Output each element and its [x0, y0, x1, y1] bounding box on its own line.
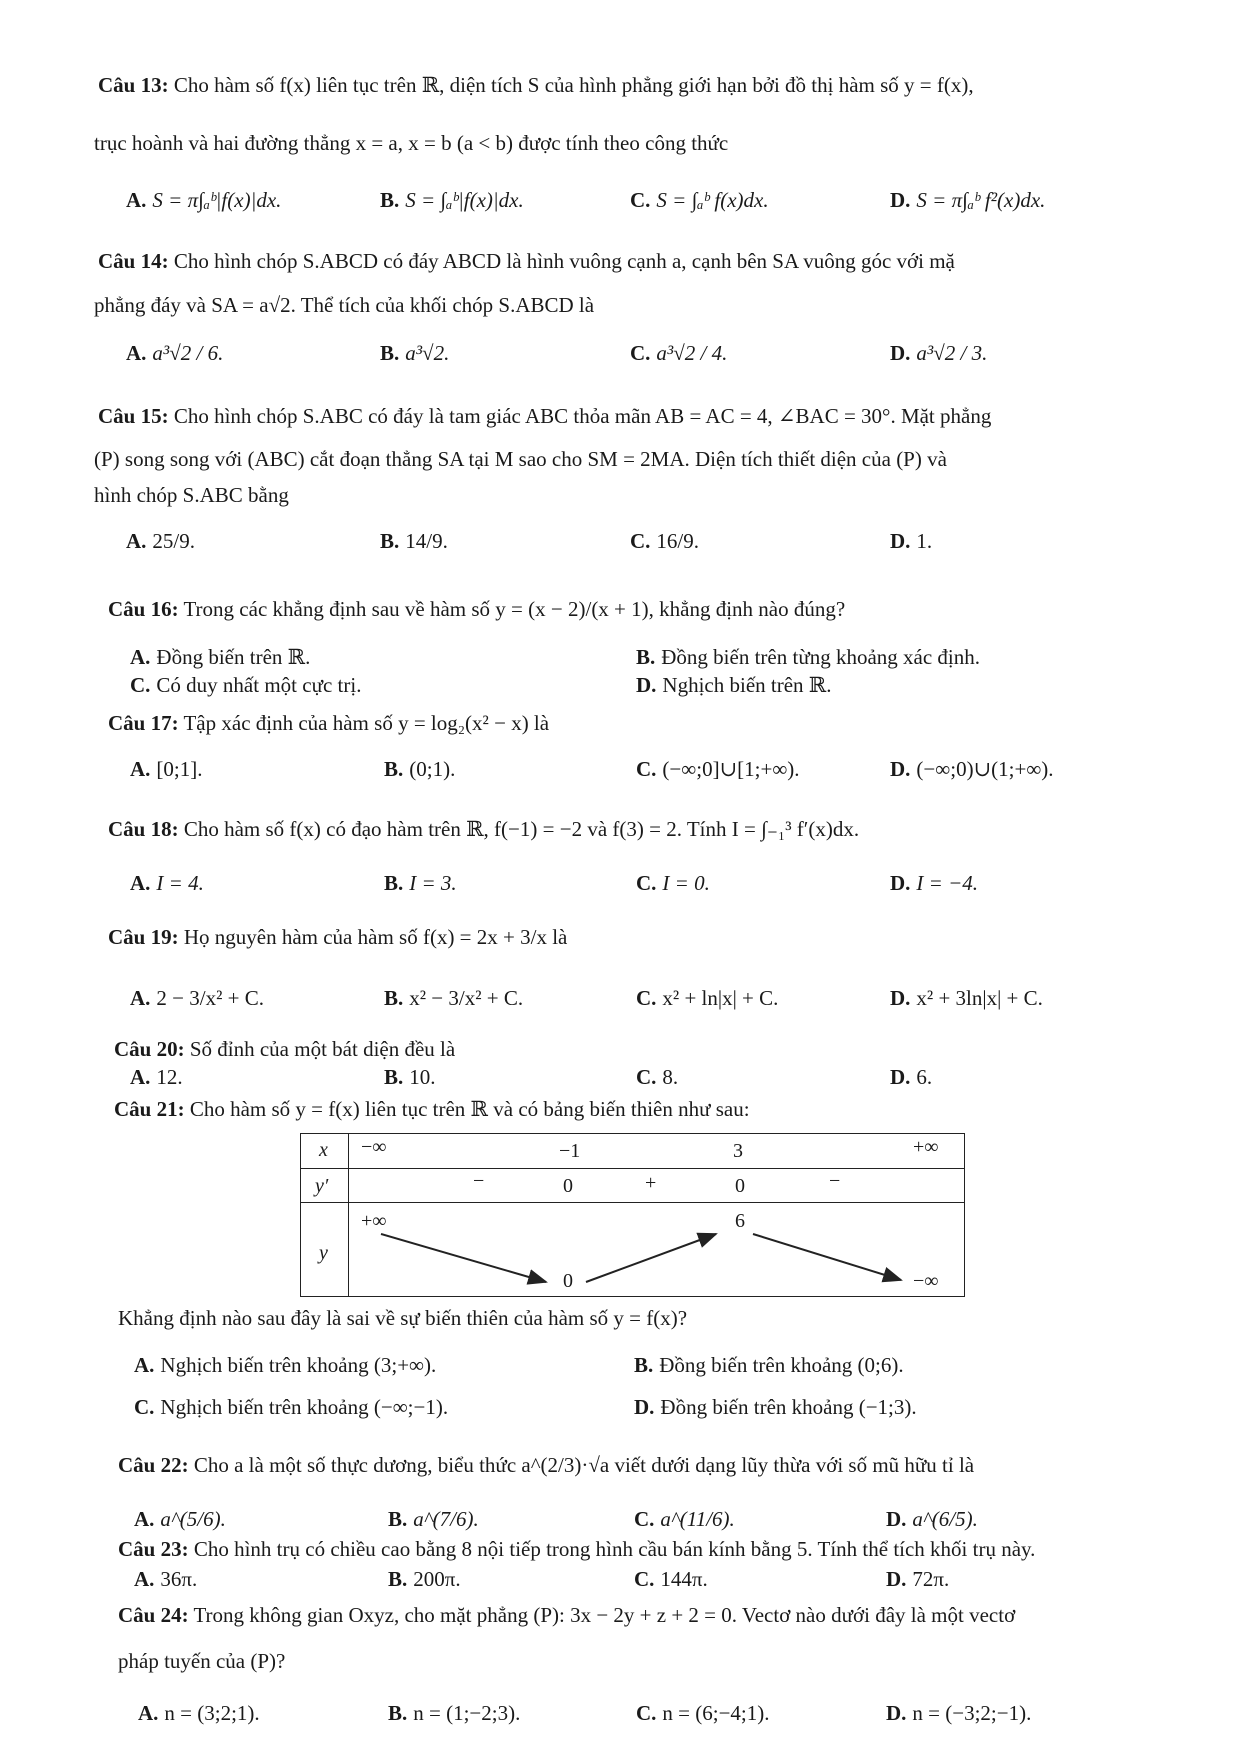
option-text: I = 3.	[409, 871, 457, 895]
table-y-val: 6	[735, 1210, 745, 1232]
table-arrows	[301, 1134, 964, 1296]
q19-option-a[interactable]	[130, 985, 264, 1011]
q21-line1	[114, 1096, 750, 1122]
table-y-val: −∞	[913, 1270, 939, 1292]
option-letter: A.	[126, 188, 147, 212]
option-letter: B.	[388, 1567, 408, 1591]
q22-line1	[118, 1452, 974, 1478]
option-text: 72π.	[912, 1567, 950, 1591]
option-letter: D.	[890, 1065, 911, 1089]
option-letter: C.	[636, 986, 657, 1010]
option-letter: A.	[130, 986, 151, 1010]
option-text: n = (3;2;1).	[164, 1701, 260, 1725]
option-letter: B.	[384, 986, 404, 1010]
q18-option-a[interactable]	[130, 870, 204, 896]
option-text: I = 0.	[662, 871, 710, 895]
q13-option-d[interactable]	[890, 187, 1045, 213]
q22-option-d[interactable]	[886, 1506, 978, 1532]
q16-option-a[interactable]	[130, 644, 310, 670]
q23-option-d[interactable]	[886, 1566, 949, 1592]
option-letter: A.	[134, 1507, 155, 1531]
q22-label: Câu 22:	[118, 1453, 189, 1477]
option-letter: C.	[636, 757, 657, 781]
q17-option-d[interactable]	[890, 756, 1054, 782]
option-text: 200π.	[413, 1567, 461, 1591]
option-letter: A.	[130, 757, 151, 781]
option-letter: A.	[130, 645, 151, 669]
q23-option-b[interactable]	[388, 1566, 461, 1592]
option-letter: C.	[134, 1395, 155, 1419]
q19-option-c[interactable]	[636, 985, 778, 1011]
q18-label: Câu 18:	[108, 817, 179, 841]
option-letter: B.	[384, 871, 404, 895]
option-letter: B.	[384, 1065, 404, 1089]
option-text: I = 4.	[156, 871, 204, 895]
q14-option-d[interactable]	[890, 340, 987, 366]
q15-option-a[interactable]	[126, 528, 195, 554]
q16-text1: Trong các khẳng định sau về hàm số y = (x − 2)/(x + 1), khẳng định nào đúng?	[183, 597, 846, 621]
table-x-val: +∞	[913, 1136, 939, 1158]
option-letter: B.	[380, 341, 400, 365]
option-letter: B.	[384, 757, 404, 781]
option-text: (0;1).	[409, 757, 456, 781]
q24-option-d[interactable]	[886, 1700, 1031, 1726]
option-letter: B.	[380, 529, 400, 553]
option-text: Có duy nhất một cực trị.	[156, 673, 362, 697]
option-text: 6.	[916, 1065, 933, 1089]
option-text: n = (1;−2;3).	[413, 1701, 521, 1725]
arrow-up	[586, 1234, 716, 1282]
q16-option-d[interactable]	[636, 672, 832, 698]
option-letter: A.	[134, 1567, 155, 1591]
q19-label: Câu 19:	[108, 925, 179, 949]
q23-line1	[118, 1536, 1035, 1562]
q19-text1: Họ nguyên hàm của hàm số f(x) = 2x + 3/x là	[183, 925, 568, 949]
option-text: Nghịch biến trên khoảng (3;+∞).	[160, 1353, 437, 1377]
q14-text1: Cho hình chóp S.ABCD có đáy ABCD là hình vuông cạnh a, cạnh bên SA vuông góc với mặ	[173, 249, 955, 273]
option-text: Nghịch biến trên khoảng (−∞;−1).	[160, 1395, 449, 1419]
q24-text2: pháp tuyến của (P)?	[118, 1649, 286, 1673]
option-text: 8.	[662, 1065, 679, 1089]
option-letter: C.	[630, 341, 651, 365]
table-x-label: x	[319, 1139, 328, 1161]
table-y-val: 0	[563, 1270, 573, 1292]
option-text: a³√2 / 6.	[152, 341, 224, 365]
option-text: Đồng biến trên ℝ.	[156, 645, 311, 669]
q13-line1	[98, 72, 974, 98]
option-letter: A.	[138, 1701, 159, 1725]
q18-line1	[108, 816, 859, 842]
q14-option-b[interactable]	[380, 340, 449, 366]
option-letter: A.	[130, 1065, 151, 1089]
q15-option-c[interactable]	[630, 528, 699, 554]
q14-label: Câu 14:	[98, 249, 169, 273]
option-letter: D.	[886, 1701, 907, 1725]
option-text: [0;1].	[156, 757, 203, 781]
option-text: (−∞;0]∪[1;+∞).	[662, 757, 800, 781]
table-yprime-label: y′	[315, 1175, 329, 1197]
q21-text2: Khẳng định nào sau đây là sai về sự biến thiên của hàm số y = f(x)?	[118, 1306, 688, 1330]
option-letter: B.	[380, 188, 400, 212]
option-letter: C.	[636, 1065, 657, 1089]
q18-option-b[interactable]	[384, 870, 457, 896]
q15-option-b[interactable]	[380, 528, 448, 554]
option-letter: C.	[636, 871, 657, 895]
option-letter: B.	[634, 1353, 654, 1377]
option-text: (−∞;0)∪(1;+∞).	[916, 757, 1054, 781]
table-yprime-zero: 0	[735, 1175, 745, 1197]
table-yprime-sign: −	[473, 1170, 485, 1192]
q13-option-c[interactable]	[630, 187, 769, 213]
option-letter: D.	[890, 529, 911, 553]
q24-text1: Trong không gian Oxyz, cho mặt phẳng (P): 3x − 2y + z + 2 = 0. Vectơ nào dưới đây là một vectơ	[193, 1603, 1016, 1627]
q21-text1: Cho hàm số y = f(x) liên tục trên ℝ và có bảng biến thiên như sau:	[189, 1097, 750, 1121]
q19-option-b[interactable]	[384, 985, 523, 1011]
q22-text1: Cho a là một số thực dương, biểu thức a^(2/3)·√a viết dưới dạng lũy thừa với số mũ hữu tỉ là	[193, 1453, 975, 1477]
option-text: Đồng biến trên từng khoảng xác định.	[661, 645, 980, 669]
option-text: a^(7/6).	[413, 1507, 479, 1531]
option-letter: C.	[130, 673, 151, 697]
option-text: a³√2 / 4.	[656, 341, 728, 365]
q14-text2: phẳng đáy và SA = a√2. Thể tích của khối chóp S.ABCD là	[94, 293, 595, 317]
option-text: a³√2.	[405, 341, 450, 365]
q18-option-c[interactable]	[636, 870, 710, 896]
option-text: 2 − 3/x² + C.	[156, 986, 264, 1010]
q20-option-d[interactable]	[890, 1064, 932, 1090]
table-x-val: −1	[559, 1140, 581, 1162]
q20-text1: Số đỉnh của một bát diện đều là	[189, 1037, 456, 1061]
option-text: 10.	[409, 1065, 436, 1089]
q16-line1	[108, 596, 845, 622]
option-text: Đồng biến trên khoảng (0;6).	[659, 1353, 904, 1377]
option-letter: C.	[630, 188, 651, 212]
q20-option-c[interactable]	[636, 1064, 678, 1090]
option-letter: B.	[388, 1507, 408, 1531]
q15-text2: (P) song song với (ABC) cắt đoạn thẳng SA tại M sao cho SM = 2MA. Diện tích thiết diện của (P) và	[94, 447, 947, 471]
table-yprime-sign: −	[829, 1170, 841, 1192]
option-letter: C.	[634, 1567, 655, 1591]
variation-table	[300, 1133, 965, 1297]
option-letter: C.	[634, 1507, 655, 1531]
option-text: Nghịch biến trên ℝ.	[662, 673, 832, 697]
option-text: Đồng biến trên khoảng (−1;3).	[660, 1395, 917, 1419]
option-text: S = π∫ₐᵇ|f(x)|dx.	[152, 188, 282, 212]
q24-option-a[interactable]	[138, 1700, 260, 1726]
arrow-down-1	[381, 1234, 546, 1282]
q17-label: Câu 17:	[108, 711, 179, 735]
q23-option-a[interactable]	[134, 1566, 197, 1592]
q17-option-b[interactable]	[384, 756, 455, 782]
q17-option-c[interactable]	[636, 756, 800, 782]
q24-option-c[interactable]	[636, 1700, 770, 1726]
option-letter: B.	[636, 645, 656, 669]
option-letter: A.	[126, 529, 147, 553]
option-letter: D.	[886, 1507, 907, 1531]
q23-label: Câu 23:	[118, 1537, 189, 1561]
q21-option-d[interactable]	[634, 1394, 917, 1420]
q13-option-a[interactable]	[126, 187, 281, 213]
q14-option-a[interactable]	[126, 340, 223, 366]
arrow-down-2	[753, 1234, 901, 1280]
q24-line1	[118, 1602, 1015, 1628]
option-letter: D.	[890, 188, 911, 212]
option-text: n = (−3;2;−1).	[912, 1701, 1032, 1725]
q24-label: Câu 24:	[118, 1603, 189, 1627]
option-text: 25/9.	[152, 529, 196, 553]
option-text: 12.	[156, 1065, 183, 1089]
q20-option-b[interactable]	[384, 1064, 436, 1090]
option-text: a^(6/5).	[912, 1507, 978, 1531]
option-text: I = −4.	[916, 871, 979, 895]
option-text: 1.	[916, 529, 933, 553]
q20-option-a[interactable]	[130, 1064, 183, 1090]
option-letter: B.	[388, 1701, 408, 1725]
option-letter: C.	[636, 1701, 657, 1725]
option-text: x² + 3ln|x| + C.	[916, 986, 1043, 1010]
option-text: a^(5/6).	[160, 1507, 226, 1531]
table-y-val: +∞	[361, 1210, 387, 1232]
q17-text1: Tập xác định của hàm số y = log₂(x² − x) là	[183, 711, 550, 735]
q20-label: Câu 20:	[114, 1037, 185, 1061]
q23-text1: Cho hình trụ có chiều cao bằng 8 nội tiếp trong hình cầu bán kính bằng 5. Tính thể tích khối trụ này.	[193, 1537, 1036, 1561]
q20-line1	[114, 1036, 455, 1062]
q22-option-b[interactable]	[388, 1506, 479, 1532]
option-letter: A.	[126, 341, 147, 365]
q15-text1: Cho hình chóp S.ABC có đáy là tam giác ABC thỏa mãn AB = AC = 4, ∠BAC = 30°. Mặt phẳng	[173, 404, 992, 428]
table-x-val: −∞	[361, 1136, 387, 1158]
q19-option-d[interactable]	[890, 985, 1043, 1011]
q13-text2: trục hoành và hai đường thẳng x = a, x = b (a < b) được tính theo công thức	[94, 131, 729, 155]
q16-option-b[interactable]	[636, 644, 980, 670]
option-text: n = (6;−4;1).	[662, 1701, 770, 1725]
option-letter: A.	[130, 871, 151, 895]
option-letter: D.	[636, 673, 657, 697]
option-text: 16/9.	[656, 529, 700, 553]
table-y-label: y	[319, 1242, 328, 1264]
option-text: S = ∫ₐᵇ|f(x)|dx.	[405, 188, 524, 212]
q15-line1	[98, 403, 991, 429]
q13-label: Câu 13:	[98, 73, 169, 97]
option-text: S = ∫ₐᵇ f(x)dx.	[656, 188, 769, 212]
q21-option-b[interactable]	[634, 1352, 904, 1378]
option-text: x² − 3/x² + C.	[409, 986, 524, 1010]
option-letter: C.	[630, 529, 651, 553]
q18-text1: Cho hàm số f(x) có đạo hàm trên ℝ, f(−1) = −2 và f(3) = 2. Tính I = ∫₋₁³ f′(x)dx.	[183, 817, 860, 841]
option-letter: D.	[890, 986, 911, 1010]
option-letter: D.	[634, 1395, 655, 1419]
q22-option-c[interactable]	[634, 1506, 735, 1532]
option-text: a³√2 / 3.	[916, 341, 988, 365]
option-letter: D.	[890, 341, 911, 365]
q19-line1	[108, 924, 567, 950]
q15-label: Câu 15:	[98, 404, 169, 428]
option-text: a^(11/6).	[660, 1507, 735, 1531]
q17-line1	[108, 710, 549, 736]
q17-option-a[interactable]	[130, 756, 203, 782]
table-yprime-zero: 0	[563, 1175, 573, 1197]
option-text: 36π.	[160, 1567, 198, 1591]
option-text: S = π∫ₐᵇ f²(x)dx.	[916, 188, 1046, 212]
option-letter: D.	[890, 871, 911, 895]
q14-line1	[98, 248, 955, 274]
q18-option-d[interactable]	[890, 870, 978, 896]
option-letter: D.	[886, 1567, 907, 1591]
option-text: x² + ln|x| + C.	[662, 986, 779, 1010]
q16-option-c[interactable]	[130, 672, 361, 698]
q23-option-c[interactable]	[634, 1566, 708, 1592]
q24-option-b[interactable]	[388, 1700, 520, 1726]
q14-option-c[interactable]	[630, 340, 727, 366]
table-x-val: 3	[733, 1140, 743, 1162]
q15-option-d[interactable]	[890, 528, 932, 554]
table-yprime-sign: +	[645, 1172, 657, 1194]
option-letter: A.	[134, 1353, 155, 1377]
q15-text3: hình chóp S.ABC bằng	[94, 483, 289, 507]
q21-option-a[interactable]	[134, 1352, 436, 1378]
option-text: 144π.	[660, 1567, 708, 1591]
q13-option-b[interactable]	[380, 187, 524, 213]
option-text: 14/9.	[405, 529, 448, 553]
option-letter: D.	[890, 757, 911, 781]
q16-label: Câu 16:	[108, 597, 179, 621]
q13-text1: Cho hàm số f(x) liên tục trên ℝ, diện tích S của hình phẳng giới hạn bởi đồ thị hàm số y = f(x),	[173, 73, 974, 97]
q22-option-a[interactable]	[134, 1506, 226, 1532]
q21-label: Câu 21:	[114, 1097, 185, 1121]
q21-option-c[interactable]	[134, 1394, 448, 1420]
